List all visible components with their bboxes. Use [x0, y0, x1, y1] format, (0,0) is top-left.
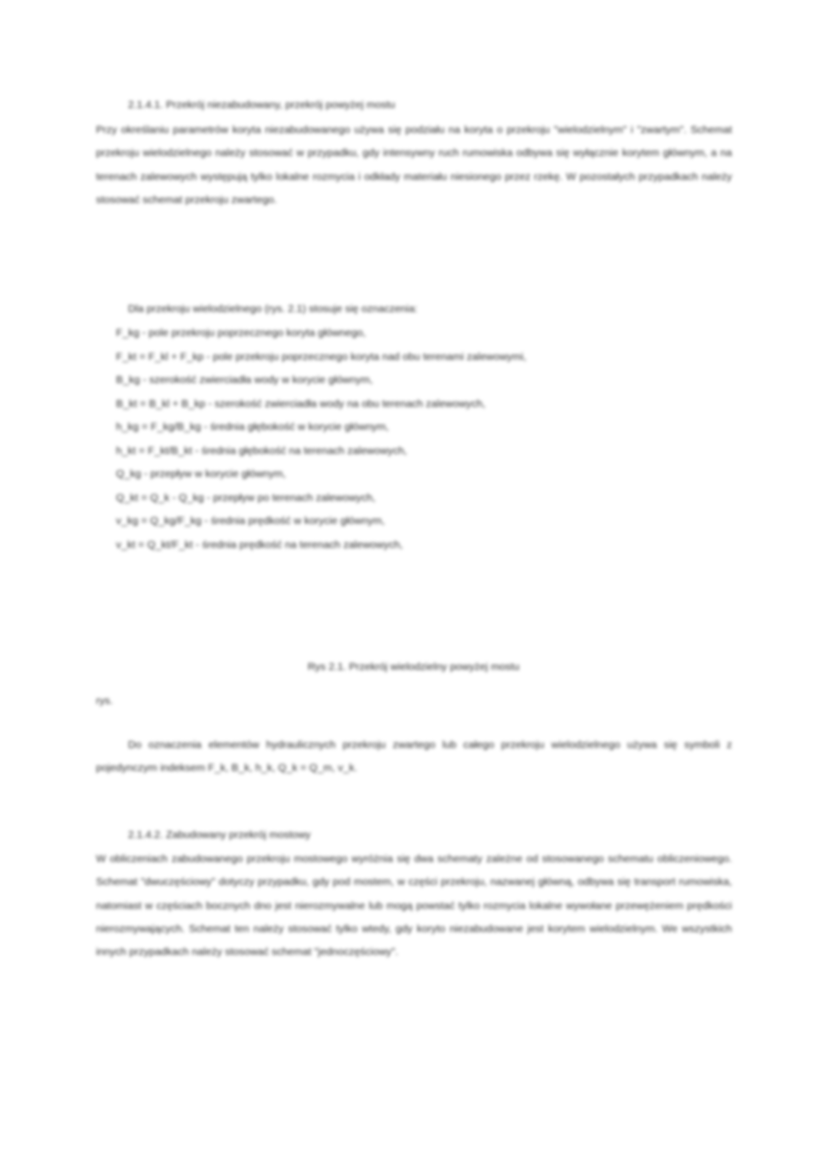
definition-item: B_kt = B_kl + B_kp - szerokość zwierciadła wody na obu terenach zalewowych,: [116, 397, 486, 410]
definition-item: F_kt = F_kl + F_kp - pole przekroju poprzecznego koryta nad obu terenami zalewowymi,: [116, 350, 527, 363]
definition-item: Q_kg - przepływ w korycie głównym,: [116, 468, 286, 480]
definition-item: h_kg = F_kg/B_kg - średnia głębokość w korycie głównym,: [116, 421, 389, 433]
definitions-list: [116, 322, 730, 557]
section-heading-2-1-4-2: 2.1.4.2. Zabudowany przekrój mostowy: [128, 829, 311, 841]
definition-item: B_kg - szerokość zwierciadła wody w korycie głównym,: [116, 374, 373, 386]
definition-item: v_kt = Q_kt/F_kt - średnia prędkość na terenach zalewowych,: [116, 538, 403, 551]
definition-item: v_kg = Q_kg/F_kg - średnia prędkość w korycie głównym,: [116, 515, 385, 527]
figure-caption: Rys 2.1. Przekrój wielodzielny powyżej mostu: [307, 661, 520, 673]
definition-item: F_kg - pole przekroju poprzecznego koryta głównego,: [116, 327, 366, 339]
figure-label: rys.: [96, 695, 113, 707]
definitions-intro: Dla przekroju wielodzielnego (rys. 2.1) stosuje się oznaczenia:: [128, 303, 418, 315]
paragraph-notation-text: Do oznaczenia elementów hydraulicznych przekroju zwartego lub całego przekroju wielodzielnego używa się symboli z pojedynczym indeksem F_k, B_k, h_k, Q_k = Q_m, v_k.: [96, 739, 732, 775]
definition-item: h_kt = F_kt/B_kt - średnia głębokość na terenach zalewowych,: [116, 444, 407, 457]
definition-item: Q_kt = Q_k - Q_kg - przepływ po terenach zalewowych,: [116, 491, 376, 504]
section-heading-2-1-4-1: 2.1.4.1. Przekrój niezabudowany, przekrój powyżej mostu: [128, 99, 396, 111]
paragraph-notation: [96, 734, 732, 781]
paragraph-bridge-section: W obliczeniach zabudowanego przekroju mostowego wyróżnia się dwa schematy zależne od stosowanego schematu obliczeniowego. Schemat "dwuczęściowy" dotyczy przypadku, gdy pod mostem, w części przekroju, nazwanej główną, odbywa się transport rumowiska, natomiast w częściach bocznych dno jest nierozmywalne lub mogą powstać tylko rozmycia lokalne wywołane przewężeniem prędkości nierozmywających. Schemat ten należy stosować tylko wtedy, gdy koryto niezabudowane jest korytem wielodzielnym. We wszystkich innych przypadkach należy stosować schemat "jednoczęściowy".: [96, 853, 732, 959]
paragraph-section-types: Przy określaniu parametrów koryta niezabudowanego używa się podziału na koryta o przekroju "wielodzielnym" i "zwartym". Schemat przekroju wielodzielnego należy stosować w przypadku, gdy intensywny ruch rumowiska odbywa się wyłącznie korytem głównym, a na terenach zalewowych występują tylko lokalne rozmycia i odkłady materiału niesionego przez rzekę. W pozostałych przypadkach należy stosować schemat przekroju zwartego.: [96, 124, 732, 206]
